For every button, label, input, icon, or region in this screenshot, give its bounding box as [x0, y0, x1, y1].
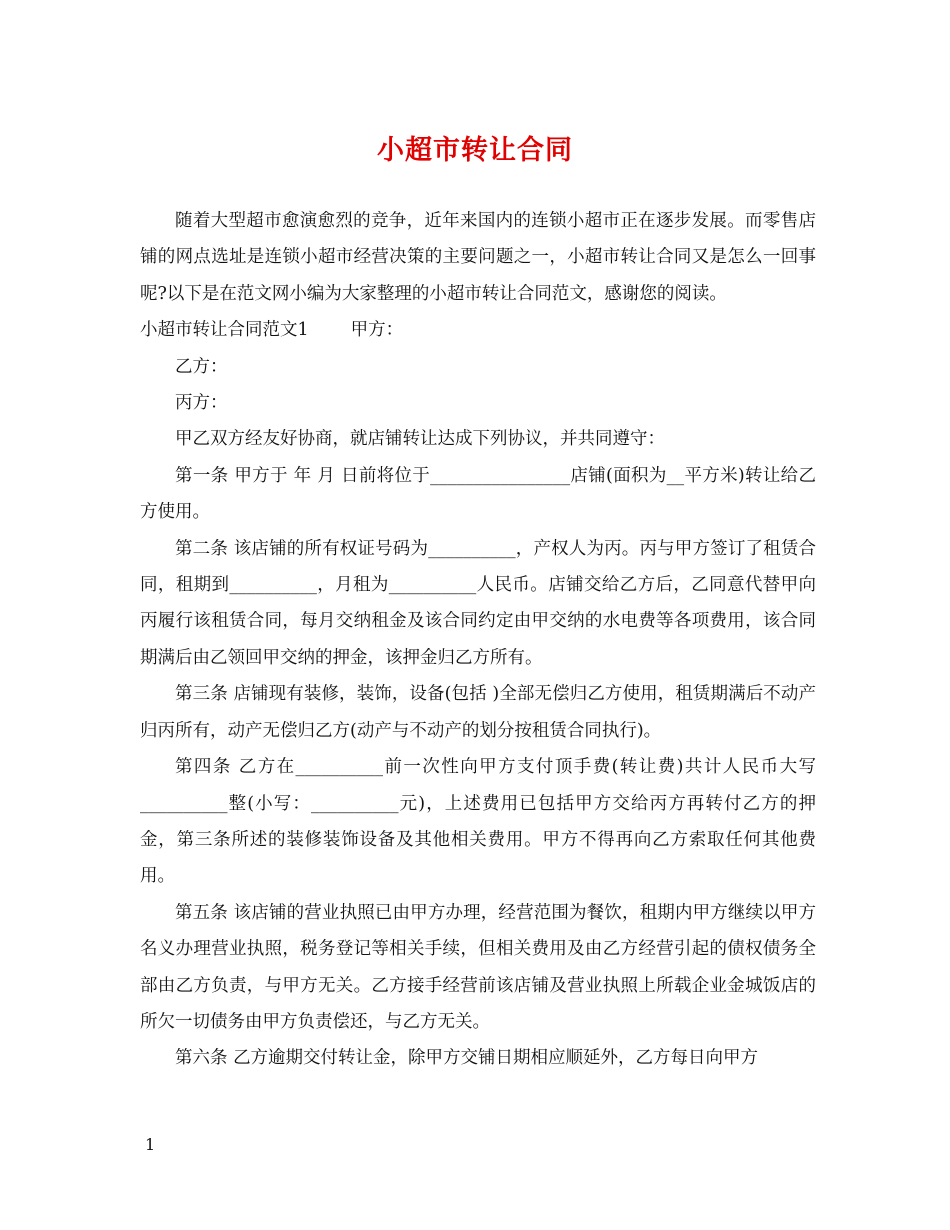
article-6: 第六条 乙方逾期交付转让金，除甲方交铺日期相应顺延外，乙方每日向甲方 [175, 1048, 759, 1069]
article-5: 第五条 该店铺的营业执照已由甲方办理，经营范围为餐饮，租期内甲方继续以甲方名义办理营业执照，税务登记等相关手续，但相关费用及由乙方经营引起的债权债务全部由乙方负责，与甲方无关。乙方接手经营前该店铺及营业执照上所载企业金城饭店的所欠一切债务由甲方负责偿还，与乙方无关。 [140, 902, 816, 1032]
document-body [140, 203, 816, 1077]
section-heading-line [140, 312, 816, 348]
page-number: 1 [145, 1135, 156, 1154]
agreement-paragraph: 甲乙双方经友好协商，就店铺转让达成下列协议，并共同遵守： [175, 429, 665, 450]
article-4: 第四条 乙方在__________前一次性向甲方支付顶手费(转让费)共计人民币大写__________整(小写：__________元)，上述费用已包括甲方交给丙方再转付乙方的押金，第三条所述的装修装饰设备及其他相关费用。甲方不得再向乙方索取任何其他费用。 [140, 757, 816, 887]
article-1: 第一条 甲方于 年 月 日前将位于________________店铺(面积为__平方米)转让给乙方使用。 [140, 465, 816, 523]
party-b-label: 乙方： [175, 356, 228, 377]
article-2: 第二条 该店铺的所有权证号码为__________，产权人为丙。丙与甲方签订了租赁合同，租期到__________，月租为__________人民币。店铺交给乙方后，乙同意代替甲向丙履行该租赁合同，每月交纳租金及该合同约定由甲交纳的水电费等各项费用，该合同期满后由乙领回甲交纳的押金，该押金归乙方所有。 [140, 538, 816, 668]
section-heading: 小超市转让合同范文1 [140, 320, 309, 341]
party-c-label: 丙方： [175, 393, 228, 414]
party-a-label: 甲方： [350, 320, 404, 341]
article-3: 第三条 店铺现有装修，装饰，设备(包括 )全部无偿归乙方使用，租赁期满后不动产归丙所有，动产无偿归乙方(动产与不动产的划分按租赁合同执行)。 [140, 684, 816, 741]
intro-paragraph: 随着大型超市愈演愈烈的竞争，近年来国内的连锁小超市正在逐步发展。而零售店铺的网点选址是连锁小超市经营决策的主要问题之一，小超市转让合同又是怎么一回事呢?以下是在范文网小编为大家整理的小超市转让合同范文，感谢您的阅读。 [140, 211, 816, 304]
document-title: 小超市转让合同 [377, 135, 573, 166]
